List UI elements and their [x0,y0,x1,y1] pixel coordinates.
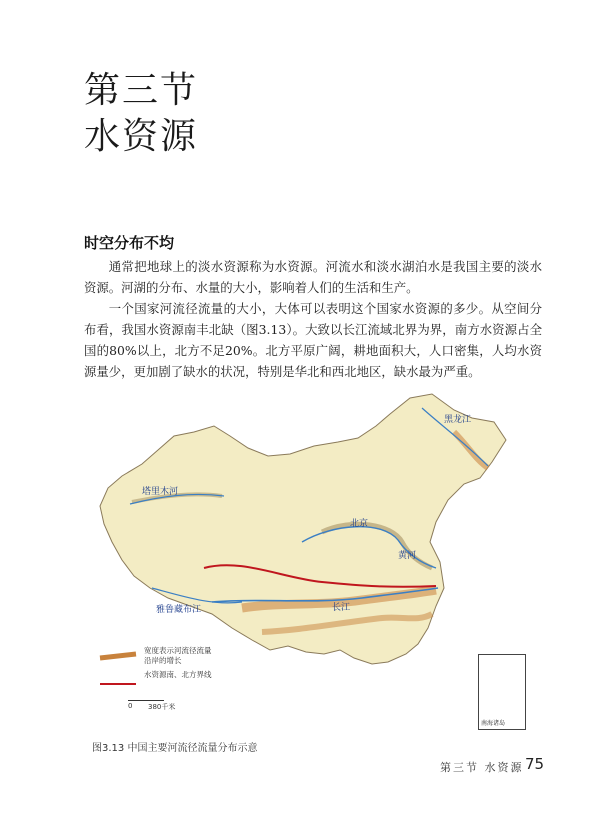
section-heading: 时空分布不均 [84,234,175,252]
scale-right: 380千米 [148,703,176,711]
figure-caption: 图3.13 中国主要河流径流量分布示意 [92,743,258,754]
label-yangtze: 长江 [332,603,351,613]
paragraph: 通常把地球上的淡水资源称为水资源。河流水和淡水湖泊水是我国主要的淡水资源。河湖的分布、水量的大小，影响着人们的生活和生产。 [84,259,542,295]
south-sea-inset [478,654,526,730]
scale-left: 0 [128,702,133,710]
body-text [84,256,542,382]
inset-label: 南海诸岛 [481,720,506,727]
label-yellow-river: 黄河 [398,551,417,561]
map-graphic [92,392,532,732]
legend-runoff-text: 宽度表示河流径流量 沿岸的增长 [144,646,212,665]
chapter-number: 第三节 [84,70,199,111]
running-footer: 第三节 水资源 [440,761,524,774]
chapter-title [84,68,198,160]
china-runoff-map [92,392,532,732]
paragraph: 一个国家河流径流量的大小，大体可以表明这个国家水资源的多少。从空间分布看，我国水资源南丰北缺（图3.13）。大致以长江流域北界为界，南方水资源占全国的80%以上，北方不足20%。北方平原广阔，耕地面积大，人口密集，人均水资源量少，更加剧了缺水的状况，特别是华北和西北地区，缺水最为严重。 [84,301,542,379]
map-legend [100,646,212,680]
label-beijing: 北京 [350,519,369,529]
label-tarim: 塔里木河 [142,487,179,497]
label-heilong: 黑龙江 [444,415,472,425]
china-landmass [100,394,506,664]
label-yarlung: 雅鲁藏布江 [156,605,202,615]
page-number: 75 [525,755,545,773]
scale-bar [128,700,164,701]
legend-boundary-text: 水资源南、北方界线 [144,670,212,679]
chapter-name: 水资源 [84,116,199,157]
